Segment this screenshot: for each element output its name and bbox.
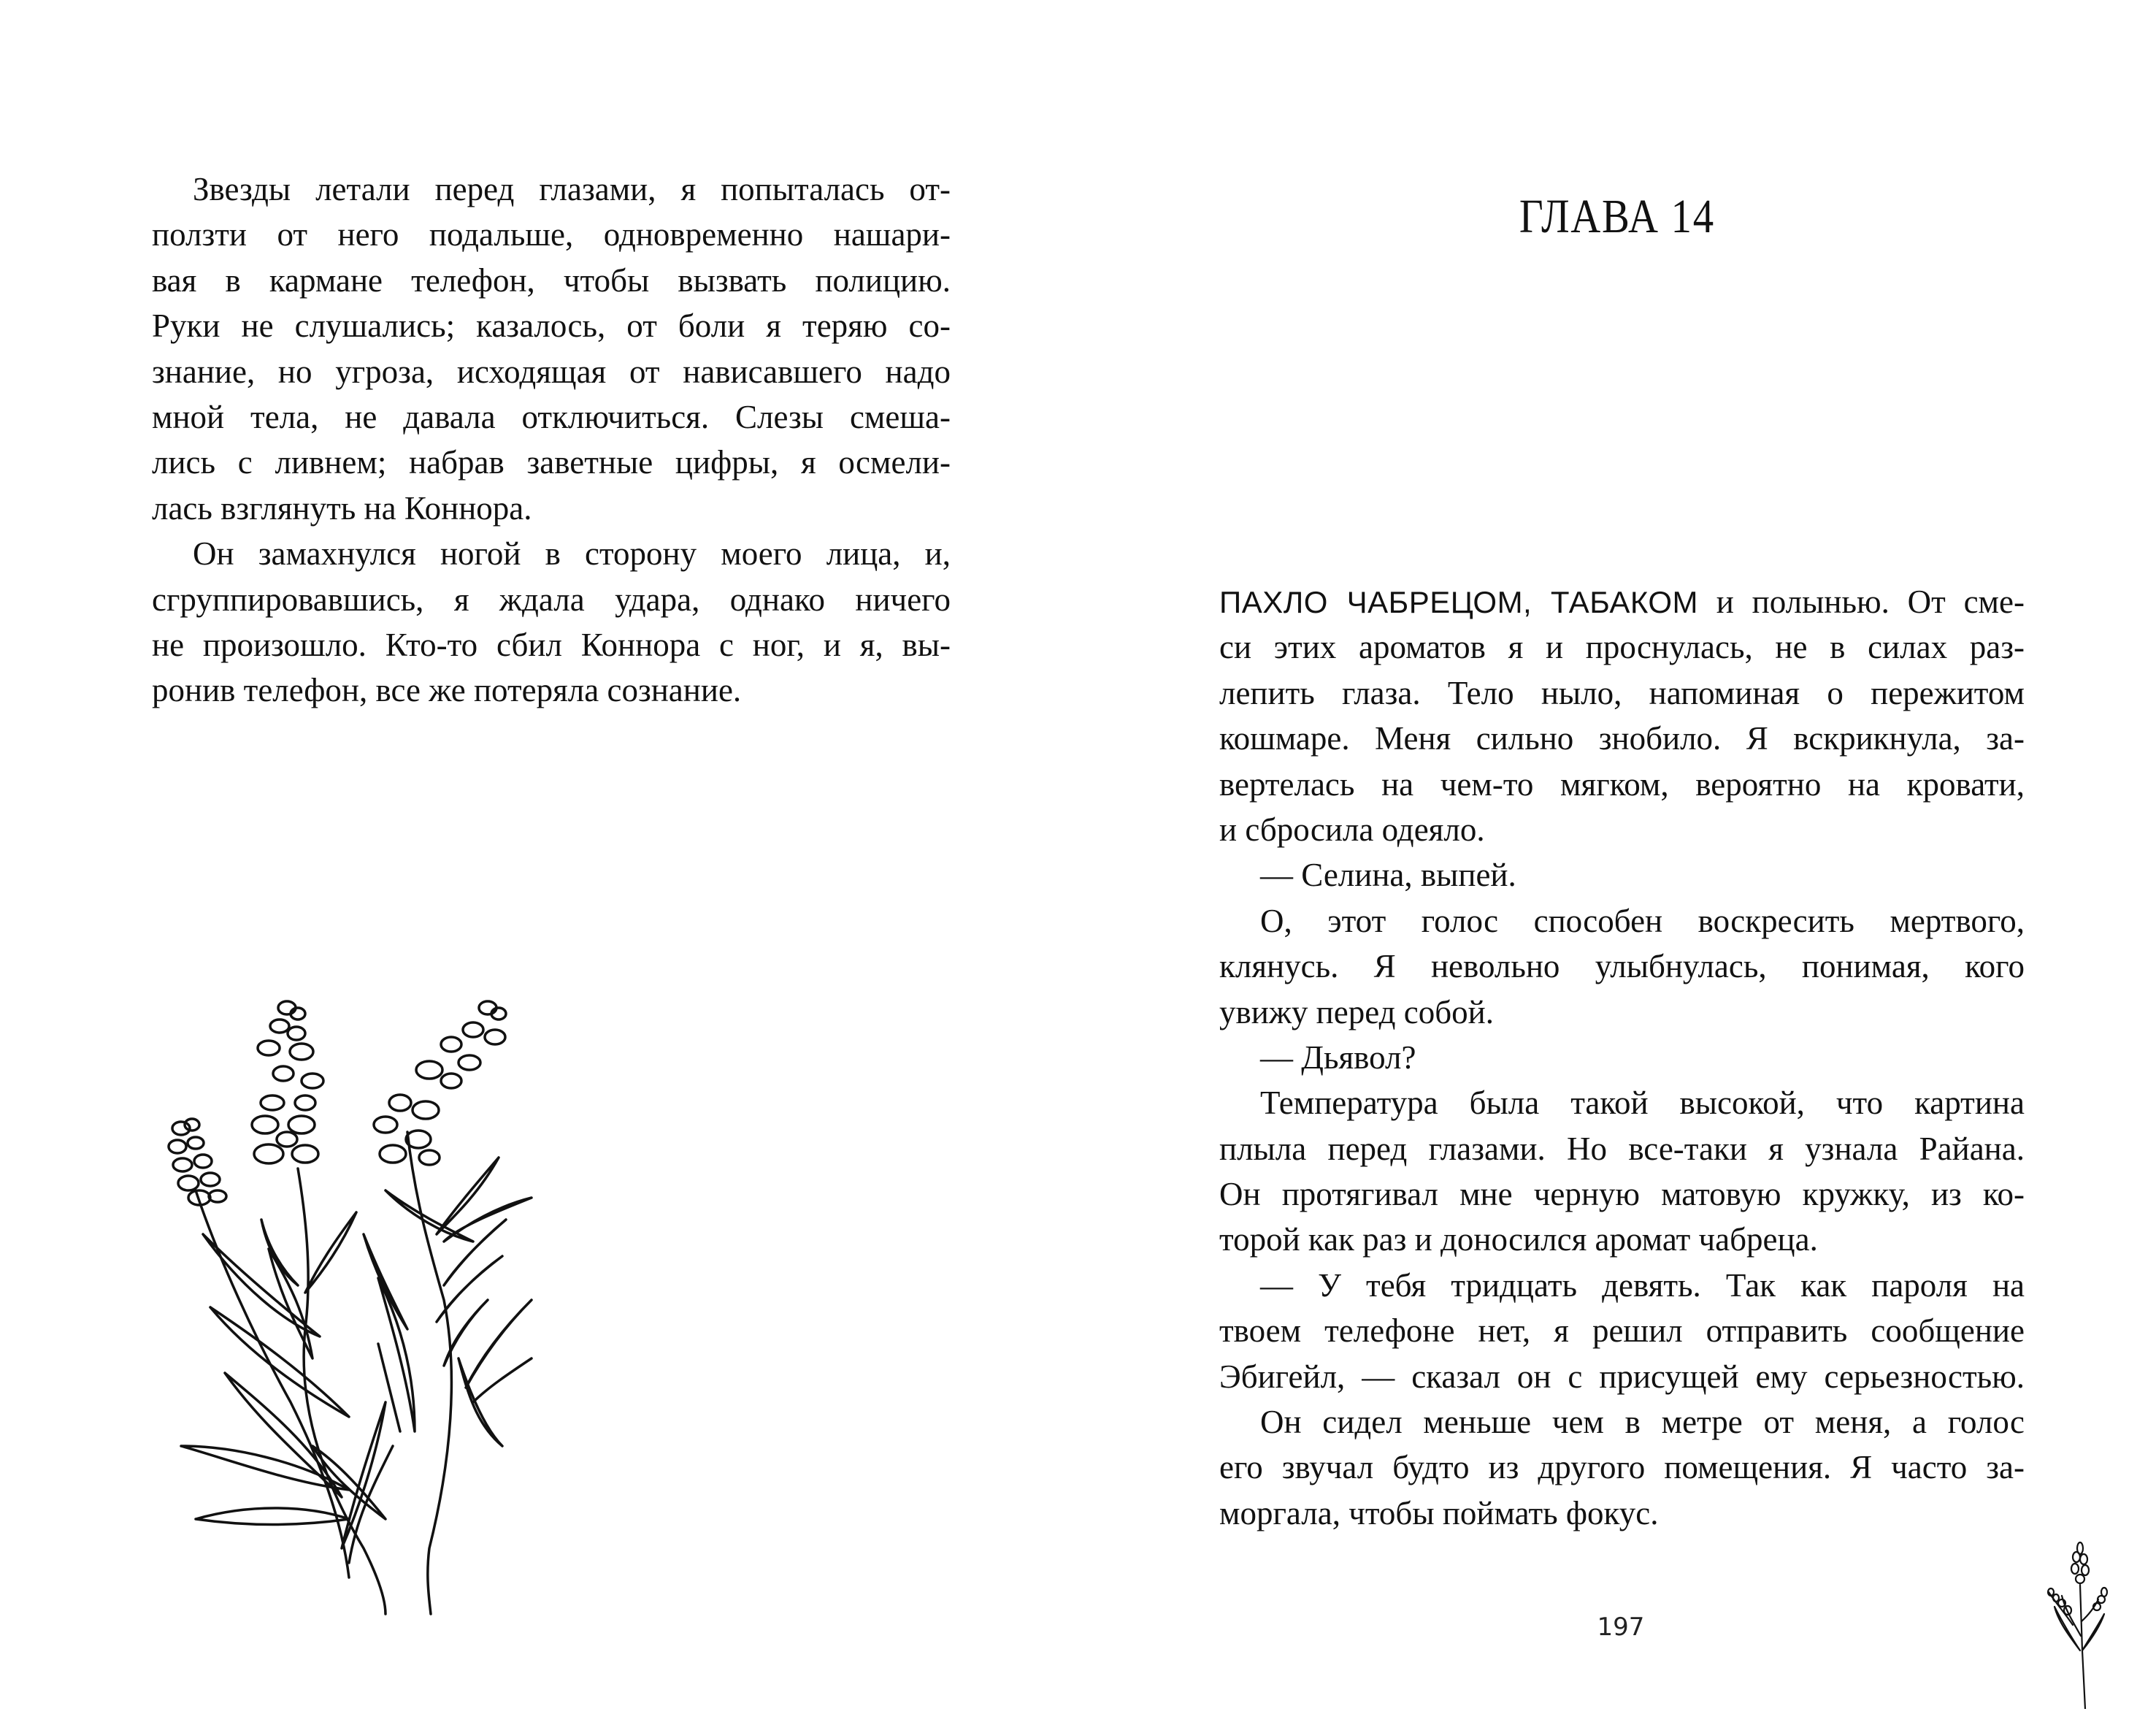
dialogue-paragraph [1219, 1263, 2025, 1399]
text-line: мной тела, не давала отключиться. Слезы смеша- [152, 398, 951, 435]
text-line: — У тебя тридцать девять. Так как пароля на [1260, 1266, 2025, 1304]
text-line: клянусь. Я невольно улыбнулась, понимая, кого [1219, 948, 2025, 985]
text-line: Он замахнулся ногой в сторону моего лица, и, [193, 535, 951, 573]
text-line: Руки не слушались; казалось, от боли я теряю со- [152, 307, 951, 345]
paragraph [1219, 1399, 2025, 1536]
text-line: вертелась на чем-то мягком, вероятно на кровати, [1219, 765, 2025, 803]
text-line: Звезды летали перед глазами, я попыталась от- [193, 171, 951, 207]
paragraph [1219, 579, 2025, 852]
paragraph [1219, 1080, 2025, 1263]
left-page-text [152, 167, 951, 714]
text-line: вая в кармане телефон, чтобы вызвать полицию. [152, 261, 951, 299]
lavender-sprig-ornament [2040, 1541, 2120, 1709]
text-line: и сбросила одеяло. [1219, 811, 1485, 848]
page-number: 197 [1597, 1613, 1645, 1642]
opening-smallcaps: ПАХЛО ЧАБРЕЦОМ, ТАБАКОМ [1219, 585, 1699, 619]
text-line: си этих ароматов я и проснулась, не в силах раз- [1219, 629, 2025, 666]
right-page [1078, 0, 2156, 1725]
dialogue-paragraph [1219, 852, 2025, 898]
opening-rest: и полынью. От сме- [1698, 584, 2025, 620]
text-line: лась взглянуть на Коннора. [152, 489, 532, 527]
opening-line [1219, 579, 2025, 624]
text-line: Эбигейл, — сказал он с присущей ему серьезностью. [1219, 1358, 2025, 1395]
text-line: Он сидел меньше чем в метре от меня, а голос [1260, 1404, 2025, 1441]
text-line: увижу перед собой. [1219, 993, 1494, 1030]
paragraph [152, 167, 951, 531]
dialogue-paragraph [1219, 1035, 2025, 1080]
text-line: моргала, чтобы поймать фокус. [1219, 1494, 1659, 1531]
right-page-text [1219, 579, 2025, 1536]
text-line: его звучал будто из другого помещения. Я часто за- [1219, 1449, 2025, 1486]
text-line: Он протягивал мне черную матовую кружку, из ко- [1219, 1176, 2025, 1213]
lavender-bouquet-illustration [166, 993, 553, 1621]
paragraph [1219, 898, 2025, 1035]
text-line: О, этот голос способен воскресить мертвого, [1260, 902, 2025, 939]
text-line: не произошло. Кто-то сбил Коннора с ног, и я, вы- [152, 626, 951, 663]
text-line: Температура была такой высокой, что картина [1260, 1085, 2025, 1122]
text-line: сгруппировавшись, я ждала удара, однако ничего [152, 581, 951, 618]
text-line: ползти от него подальше, одновременно нашари- [152, 216, 951, 253]
text-line: кошмаре. Меня сильно знобило. Я вскрикнула, за- [1219, 720, 2025, 757]
text-line: лепить глаза. Тело ныло, напоминая о пережитом [1219, 674, 2025, 711]
text-line: — Селина, выпей. [1260, 857, 1516, 894]
chapter-title: ГЛАВА 14 [1519, 190, 1715, 244]
text-line: торой как раз и доносился аромат чабреца. [1219, 1221, 1818, 1258]
text-line: лись с ливнем; набрав заветные цифры, я осмели- [152, 444, 951, 481]
paragraph [152, 531, 951, 714]
text-line: плыла перед глазами. Но все-таки я узнала Райана. [1219, 1130, 2025, 1167]
text-line: твоем телефоне нет, я решил отправить сообщение [1219, 1312, 2025, 1350]
text-line: знание, но угроза, исходящая от нависавшего надо [152, 353, 951, 390]
text-line: — Дьявол? [1260, 1039, 1416, 1076]
text-line: ронив телефон, все же потеряла сознание. [152, 672, 742, 709]
